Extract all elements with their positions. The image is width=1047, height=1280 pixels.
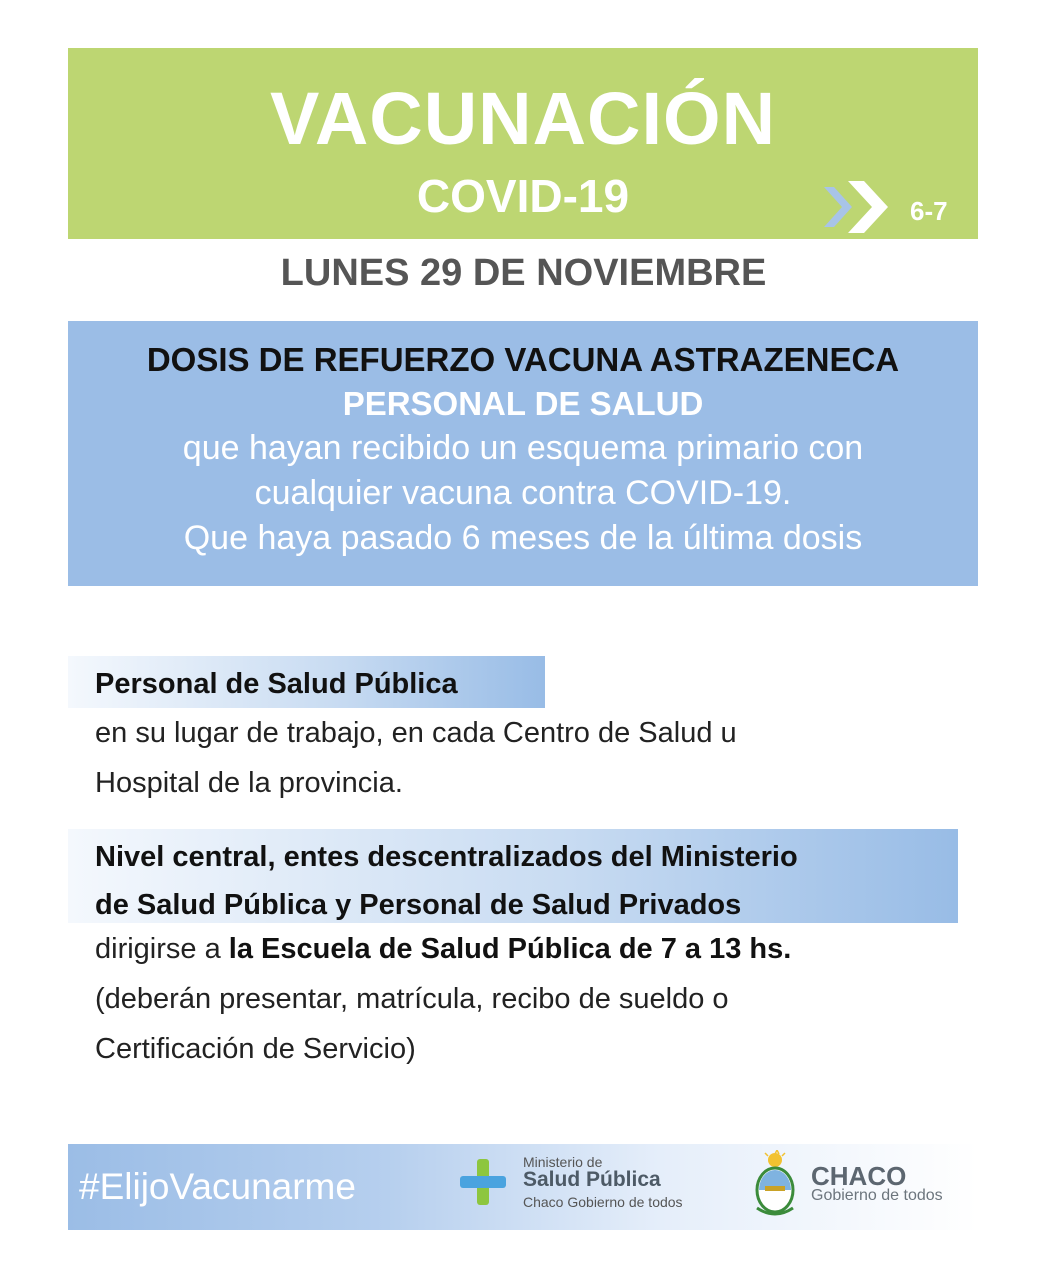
section2-line: (deberán presentar, matrícula, recibo de sueldo o xyxy=(95,983,729,1015)
province-subtitle: Gobierno de todos xyxy=(811,1187,943,1204)
date-heading: LUNES 29 DE NOVIEMBRE xyxy=(280,252,767,294)
header-banner xyxy=(68,48,978,239)
health-cross-icon xyxy=(460,1159,506,1205)
ministry-label: Ministerio de xyxy=(523,1154,603,1170)
ministry-subtitle: Chaco Gobierno de todos xyxy=(523,1194,683,1210)
section2-line: Certificación de Servicio) xyxy=(95,1033,416,1065)
chaco-coat-of-arms-icon xyxy=(751,1150,799,1220)
section2-heading-line: de Salud Pública y Personal de Salud Privados xyxy=(95,889,742,921)
info-line-dosis: DOSIS DE REFUERZO VACUNA ASTRAZENECA xyxy=(146,341,900,378)
province-name: CHACO xyxy=(811,1161,907,1191)
hashtag: #ElijoVacunarme xyxy=(79,1166,356,1207)
page-title: VACUNACIÓN xyxy=(269,77,777,160)
footer-bar xyxy=(68,1144,978,1230)
section1-heading-bar xyxy=(68,656,545,708)
chevron-right-icon xyxy=(824,181,904,233)
info-line-esquema: que hayan recibido un esquema primario con xyxy=(182,429,864,467)
section2-heading-line: Nivel central, entes descentralizados del Ministerio xyxy=(95,841,798,873)
section1-line: en su lugar de trabajo, en cada Centro de Salud u xyxy=(95,717,737,749)
phase-badge: 6-7 xyxy=(910,196,948,226)
section1-line: Hospital de la provincia. xyxy=(95,767,403,799)
page-subtitle: COVID-19 xyxy=(416,170,630,222)
section2-location-plain: dirigirse a xyxy=(95,933,229,965)
info-line-personal: PERSONAL DE SALUD xyxy=(342,385,704,422)
section1-heading: Personal de Salud Pública xyxy=(95,668,458,700)
section2-heading-bar xyxy=(68,829,958,923)
section2-text xyxy=(95,924,791,1074)
info-line-meses: Que haya pasado 6 meses de la última dosis xyxy=(183,519,863,557)
ministry-name: Salud Pública xyxy=(523,1168,661,1191)
section2-location-bold: la Escuela de Salud Pública de 7 a 13 hs. xyxy=(228,933,792,965)
info-line-vacuna: cualquier vacuna contra COVID-19. xyxy=(254,474,792,512)
info-box xyxy=(68,321,978,586)
section1-text xyxy=(95,708,737,808)
section2-location-line xyxy=(95,924,791,974)
